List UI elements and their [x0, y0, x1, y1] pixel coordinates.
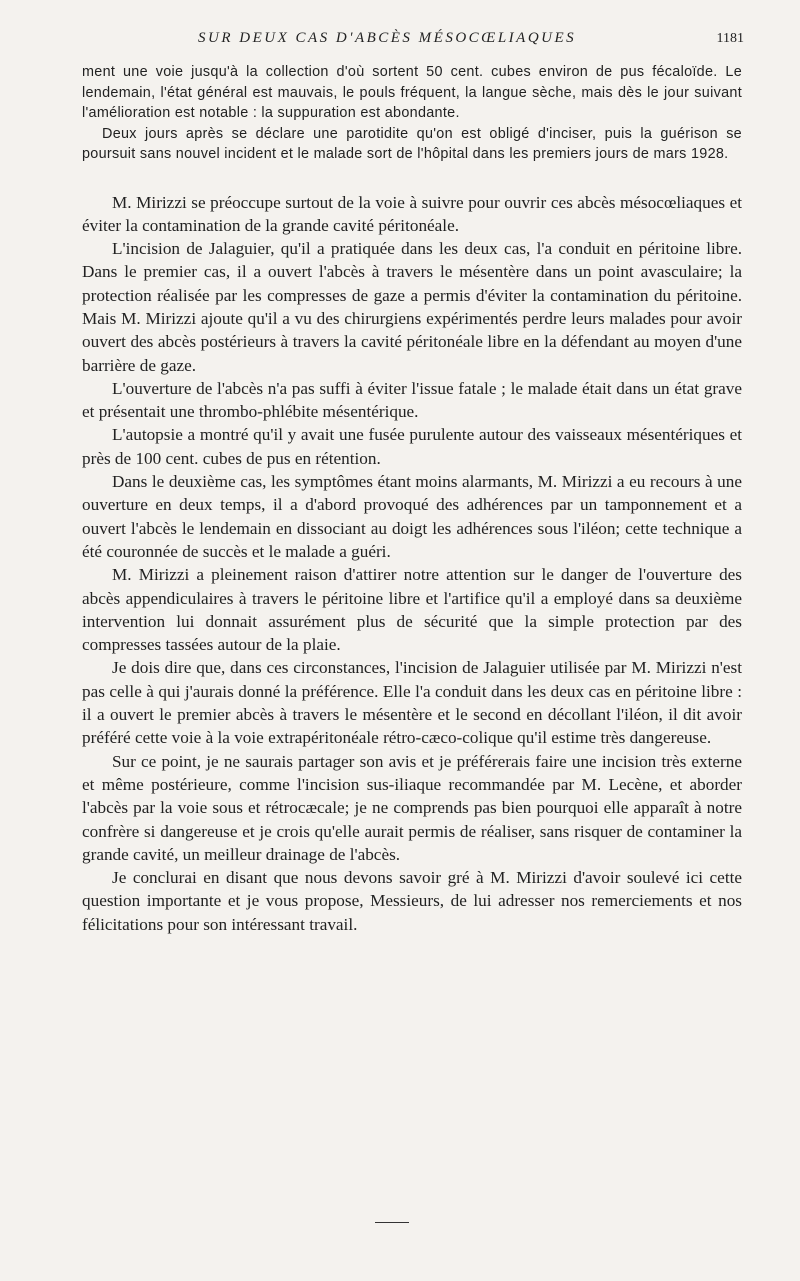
body-paragraph-8: Sur ce point, je ne saurais partager son avis et je préférerais faire une incision très externe et même postérieure, comme l'incision sus-iliaque recommandée par M. Lecène, et aborder l'abcès par la voie sous et rétrocæcale; je ne comprends pas bien pourquoi elle apparaît à notre confrère si dangereuse et je crois qu'elle aurait permis de réaliser, sans risquer de contaminer la grande cavité, un meilleur drainage de l'abcès.: [82, 751, 742, 864]
observation-block: [82, 62, 742, 165]
body-paragraph-3: L'ouverture de l'abcès n'a pas suffi à éviter l'issue fatale ; le malade était dans un état grave et présentait une thrombo-phlébite mésentérique.: [82, 378, 742, 422]
page-number: 1181: [716, 31, 744, 46]
observation-paragraph-2: Deux jours après se déclare une parotidite qu'on est obligé d'inciser, puis la guérison se poursuit sans nouvel incident et le malade sort de l'hôpital dans les premiers jours de mars 1928.: [82, 125, 742, 162]
end-rule: [375, 1222, 409, 1223]
body-paragraph-4: L'autopsie a montré qu'il y avait une fusée purulente autour des vaisseaux mésentériques et près de 100 cent. cubes de pus en rétention.: [82, 425, 742, 468]
running-header: [82, 30, 742, 62]
body-paragraph-7: Je dois dire que, dans ces circonstances, l'incision de Jalaguier utilisée par M. Mirizzi n'est pas celle à qui j'aurais donné la préférence. Elle l'a conduit dans les deux cas en péritoine libre : il a ouvert le premier abcès à travers le mésentère et le second en décollant l'iléon, il dit avoir préféré cette voie à la voie extrapéritonéale rétro-cæco-colique qu'il estime très dangereuse.: [82, 658, 742, 748]
body-paragraph-6: M. Mirizzi a pleinement raison d'attirer notre attention sur le danger de l'ouverture des abcès appendiculaires à travers le péritoine libre et l'artifice qu'il a employé dans sa deuxième intervention lui donnait assurément plus de sécurité que la simple protection par des compresses tassées autour de la plaie.: [82, 565, 742, 655]
body-paragraph-5: Dans le deuxième cas, les symptômes étant moins alarmants, M. Mirizzi a eu recours à une ouverture en deux temps, il a d'abord provoqué des adhérences par un tamponnement et a ouvert l'abcès le lendemain en dissociant au doigt les adhérences sous l'iléon; cette technique a été couronnée de succès et le malade a guéri.: [82, 472, 742, 561]
running-title: SUR DEUX CAS D'ABCÈS MÉSOCŒLIAQUES: [198, 30, 577, 46]
body-paragraph-2: L'incision de Jalaguier, qu'il a pratiquée dans les deux cas, l'a conduit en péritoine libre. Dans le premier cas, il a ouvert l'abcès à travers le mésentère dans un point avasculaire; la protection réalisée par les compresses de gaze a permis d'éviter la contamination du péritoine. Mais M. Mirizzi ajoute qu'il a vu des chirurgiens expérimentés perdre leurs malades pour avoir ouvert des abcès postérieurs à travers la cavité péritonéale libre en la défendant au moyen d'une barrière de gaze.: [82, 239, 742, 375]
body-paragraph-9: Je conclurai en disant que nous devons savoir gré à M. Mirizzi d'avoir soulevé ici cette question importante et je vous propose, Messieurs, de lui adresser nos remerciements et nos félicitations pour son intéressant travail.: [82, 868, 742, 934]
page: [82, 30, 742, 936]
observation-paragraph-1: ment une voie jusqu'à la collection d'où sortent 50 cent. cubes environ de pus fécaloïde. Le lendemain, l'état général est mauvais, le pouls fréquent, la langue sèche, mais dès le jour suivant l'amélioration est notable : la suppuration est abondante.: [82, 64, 742, 121]
body-paragraph-1: M. Mirizzi se préoccupe surtout de la voie à suivre pour ouvrir ces abcès mésocœliaques et éviter la contamination de la grande cavité péritonéale.: [82, 192, 742, 235]
report-body: [82, 191, 742, 937]
